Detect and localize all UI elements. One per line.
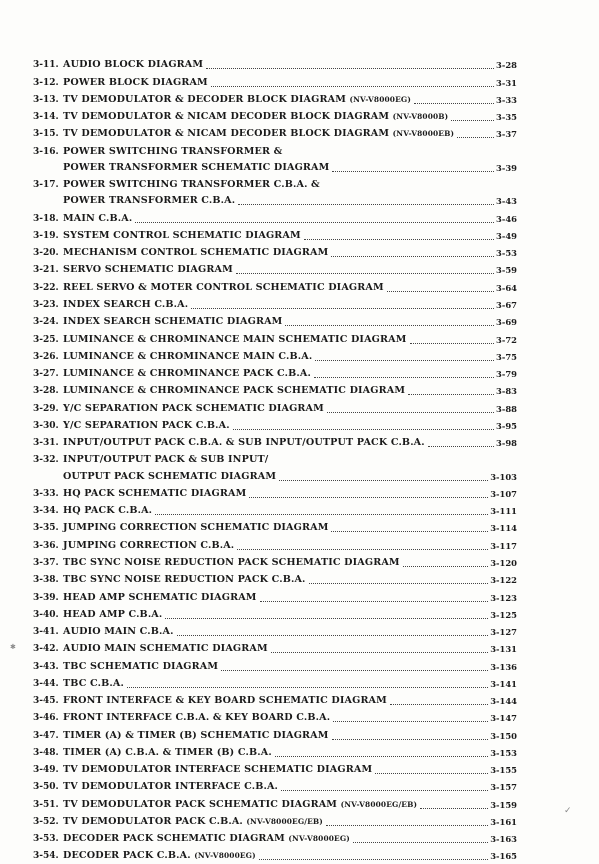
- entry-title: TV DEMODULATOR INTERFACE SCHEMATIC DIAGRAM: [63, 764, 373, 776]
- entry-title: Y/C SEPARATION PACK C.B.A.: [63, 419, 230, 431]
- dot-leader: [410, 343, 495, 344]
- toc-entry: [33, 382, 517, 399]
- dot-leader: [221, 670, 488, 671]
- page-number: 3-46: [496, 213, 517, 224]
- entry-number: 3-20.: [33, 248, 59, 259]
- page-number: 3-79: [496, 369, 517, 380]
- entry-number: 3-26.: [33, 351, 59, 362]
- entry-title: DECODER PACK C.B.A. (NV-V8000EG): [63, 850, 256, 862]
- toc-entry: [33, 536, 517, 553]
- dot-leader: [155, 514, 488, 515]
- page-number: 3-136: [490, 661, 517, 672]
- toc-entry: [33, 588, 517, 605]
- entry-number: 3-12.: [33, 77, 59, 88]
- dot-leader: [390, 704, 488, 705]
- entry-title: POWER TRANSFORMER C.B.A.: [63, 195, 236, 207]
- toc-entry: [33, 399, 517, 416]
- dot-leader: [260, 601, 489, 602]
- entry-number: 3-11.: [33, 60, 59, 71]
- page-number: 3-153: [490, 747, 517, 758]
- entry-number: 3-50.: [33, 782, 59, 793]
- dot-leader: [387, 291, 494, 292]
- dot-leader: [271, 652, 488, 653]
- toc-entry: [33, 778, 517, 795]
- dot-leader: [127, 687, 488, 688]
- entry-number: 3-23.: [33, 299, 59, 310]
- dot-leader: [279, 480, 488, 481]
- entry-title: TV DEMODULATOR INTERFACE C.B.A.: [63, 781, 279, 793]
- entry-title: JUMPING CORRECTION SCHEMATIC DIAGRAM: [63, 522, 329, 534]
- entry-title: TV DEMODULATOR PACK C.B.A. (NV-V8000EG/EB): [63, 815, 323, 827]
- entry-title: AUDIO BLOCK DIAGRAM: [63, 59, 204, 71]
- dot-leader: [206, 68, 494, 69]
- toc-entry: [33, 502, 517, 519]
- toc-entry: [33, 330, 517, 347]
- entry-title: LUMINANCE & CHROMINANCE PACK C.B.A.: [63, 368, 311, 380]
- toc-entry: [33, 313, 517, 330]
- entry-number: 3-27.: [33, 369, 59, 380]
- toc-entry: [33, 261, 517, 278]
- dot-leader: [408, 394, 494, 395]
- page-number: 3-125: [490, 609, 517, 620]
- dot-leader: [236, 273, 494, 274]
- toc-entry: [33, 91, 517, 108]
- scan-mark: ✓: [564, 806, 572, 816]
- dot-leader: [420, 808, 488, 809]
- page-number: 3-75: [496, 351, 517, 362]
- page-number: 3-144: [490, 696, 517, 707]
- toc-entry: [33, 692, 517, 709]
- entry-number: 3-48.: [33, 747, 59, 758]
- entry-title: INDEX SEARCH SCHEMATIC DIAGRAM: [63, 316, 283, 328]
- toc-entry: [33, 606, 517, 623]
- entry-title: POWER SWITCHING TRANSFORMER C.B.A. &: [63, 179, 320, 191]
- dot-leader: [332, 739, 489, 740]
- entry-title: JUMPING CORRECTION C.B.A.: [63, 539, 235, 551]
- page-number: 3-64: [496, 282, 517, 293]
- dot-leader: [281, 790, 488, 791]
- entry-number: 3-13.: [33, 94, 59, 105]
- entry-title: MECHANISM CONTROL SCHEMATIC DIAGRAM: [63, 247, 329, 259]
- entry-number: 3-46.: [33, 713, 59, 724]
- dot-leader: [285, 325, 494, 326]
- entry-number: 3-40.: [33, 609, 59, 620]
- entry-number: 3-43.: [33, 661, 59, 672]
- page-number: 3-117: [490, 540, 517, 551]
- entry-title: TIMER (A) & TIMER (B) SCHEMATIC DIAGRAM: [63, 729, 329, 741]
- page-number: 3-35: [496, 112, 517, 123]
- entry-number: 3-38.: [33, 575, 59, 586]
- entry-title: INDEX SEARCH C.B.A.: [63, 298, 189, 310]
- dot-leader: [211, 86, 494, 87]
- entry-number: 3-30.: [33, 420, 59, 431]
- scan-mark: ✱: [10, 643, 16, 651]
- toc-entry: [33, 365, 517, 382]
- dot-leader: [233, 429, 494, 430]
- page-number: 3-123: [490, 592, 517, 603]
- entry-title: INPUT/OUTPUT PACK & SUB INPUT/: [63, 454, 269, 466]
- entry-title: TV DEMODULATOR & NICAM DECODER BLOCK DIAGRAM (NV-V8000B): [63, 111, 449, 123]
- entry-title: Y/C SEPARATION PACK SCHEMATIC DIAGRAM: [63, 402, 324, 414]
- toc-entry: [33, 278, 517, 295]
- entry-number: 3-21.: [33, 265, 59, 276]
- entry-number: 3-28.: [33, 386, 59, 397]
- page-number: 3-53: [496, 248, 517, 259]
- entry-number: 3-22.: [33, 282, 59, 293]
- page-number: 3-111: [490, 506, 517, 517]
- toc-entry-continuation: [33, 467, 517, 484]
- entry-title: AUDIO MAIN SCHEMATIC DIAGRAM: [63, 643, 268, 655]
- toc-entry: [33, 434, 517, 451]
- entry-number: 3-53.: [33, 834, 59, 845]
- dot-leader: [249, 497, 488, 498]
- dot-leader: [457, 137, 494, 138]
- toc-entry: [33, 813, 517, 830]
- page-number: 3-49: [496, 230, 517, 241]
- toc-entry: [33, 571, 517, 588]
- entry-title: LUMINANCE & CHROMINANCE MAIN C.B.A.: [63, 350, 313, 362]
- entry-number: 3-32.: [33, 455, 59, 466]
- dot-leader: [135, 222, 494, 223]
- entry-title: LUMINANCE & CHROMINANCE PACK SCHEMATIC DIAGRAM: [63, 385, 406, 397]
- entry-title: REEL SERVO & MOTER CONTROL SCHEMATIC DIAGRAM: [63, 281, 384, 293]
- dot-leader: [177, 635, 489, 636]
- toc-entry: [33, 244, 517, 261]
- entry-title: TBC SYNC NOISE REDUCTION PACK C.B.A.: [63, 574, 306, 586]
- toc-entry: [33, 657, 517, 674]
- page-number: 3-114: [490, 523, 517, 534]
- toc-entry-continuation: [33, 192, 517, 209]
- entry-number: 3-34.: [33, 506, 59, 517]
- dot-leader: [275, 756, 488, 757]
- entry-number: 3-29.: [33, 403, 59, 414]
- dot-leader: [309, 583, 489, 584]
- page-number: 3-120: [490, 557, 517, 568]
- toc-entry: [33, 73, 517, 90]
- entry-title: HQ PACK SCHEMATIC DIAGRAM: [63, 487, 247, 499]
- entry-number: 3-39.: [33, 592, 59, 603]
- entry-title: SYSTEM CONTROL SCHEMATIC DIAGRAM: [63, 229, 301, 241]
- dot-leader: [327, 412, 494, 413]
- page-number: 3-131: [490, 644, 517, 655]
- toc-entry: [33, 830, 517, 847]
- dot-leader: [375, 773, 488, 774]
- entry-title: TV DEMODULATOR & NICAM DECODER BLOCK DIAGRAM (NV-V8000EB): [63, 128, 455, 140]
- entry-title: OUTPUT PACK SCHEMATIC DIAGRAM: [63, 470, 277, 482]
- page-number: 3-163: [490, 834, 517, 845]
- entry-number: 3-24.: [33, 317, 59, 328]
- page-number: 3-159: [490, 799, 517, 810]
- toc-entry: [33, 519, 517, 536]
- entry-title: POWER TRANSFORMER SCHEMATIC DIAGRAM: [63, 161, 330, 173]
- dot-leader: [326, 825, 488, 826]
- dot-leader: [314, 377, 494, 378]
- toc-entry: [33, 176, 517, 193]
- dot-leader: [315, 360, 494, 361]
- entry-title: TBC SCHEMATIC DIAGRAM: [63, 660, 219, 672]
- entry-number: 3-41.: [33, 627, 59, 638]
- entry-title: POWER SWITCHING TRANSFORMER &: [63, 145, 283, 157]
- dot-leader: [238, 204, 494, 205]
- entry-title: LUMINANCE & CHROMINANCE MAIN SCHEMATIC DIAGRAM: [63, 333, 407, 345]
- page-number: 3-43: [496, 196, 517, 207]
- dot-leader: [403, 566, 489, 567]
- dot-leader: [333, 721, 488, 722]
- entry-number: 3-16.: [33, 146, 59, 157]
- entry-number: 3-47.: [33, 730, 59, 741]
- page-number: 3-67: [496, 299, 517, 310]
- toc-entry: [33, 56, 517, 73]
- entry-title: INPUT/OUTPUT PACK C.B.A. & SUB INPUT/OUTPUT PACK C.B.A.: [63, 437, 425, 449]
- toc-entry: [33, 623, 517, 640]
- page-number: 3-103: [490, 471, 517, 482]
- entry-number: 3-19.: [33, 230, 59, 241]
- entry-title: TV DEMODULATOR PACK SCHEMATIC DIAGRAM (NV-V8000EG/EB): [63, 798, 418, 810]
- entry-number: 3-51.: [33, 799, 59, 810]
- page-number: 3-31: [496, 77, 517, 88]
- entry-title: HEAD AMP C.B.A.: [63, 608, 163, 620]
- page-number: 3-161: [490, 816, 517, 827]
- page-number: 3-33: [496, 94, 517, 105]
- page-number: 3-72: [496, 334, 517, 345]
- entry-title: TBC SYNC NOISE REDUCTION PACK SCHEMATIC DIAGRAM: [63, 556, 400, 568]
- toc-entry: [33, 761, 517, 778]
- page-number: 3-95: [496, 420, 517, 431]
- dot-leader: [165, 618, 488, 619]
- page-number: 3-83: [496, 386, 517, 397]
- page-number: 3-69: [496, 317, 517, 328]
- dot-leader: [414, 103, 494, 104]
- entry-number: 3-17.: [33, 180, 59, 191]
- toc-entry: [33, 348, 517, 365]
- page-number: 3-37: [496, 129, 517, 140]
- entry-title: DECODER PACK SCHEMATIC DIAGRAM (NV-V8000EG): [63, 833, 350, 845]
- table-of-contents: [33, 56, 517, 864]
- toc-entry: [33, 675, 517, 692]
- entry-number: 3-44.: [33, 678, 59, 689]
- entry-number: 3-49.: [33, 765, 59, 776]
- entry-title: TV DEMODULATOR & DECODER BLOCK DIAGRAM (NV-V8000EG): [63, 93, 411, 105]
- toc-entry: [33, 554, 517, 571]
- entry-title: MAIN C.B.A.: [63, 212, 133, 224]
- dot-leader: [451, 120, 494, 121]
- entry-number: 3-37.: [33, 557, 59, 568]
- page-number: 3-165: [490, 851, 517, 862]
- entry-title: AUDIO MAIN C.B.A.: [63, 626, 174, 638]
- dot-leader: [304, 239, 494, 240]
- entry-number: 3-31.: [33, 438, 59, 449]
- page-number: 3-28: [496, 60, 517, 71]
- entry-title: TIMER (A) C.B.A. & TIMER (B) C.B.A.: [63, 746, 272, 758]
- toc-entry: [33, 125, 517, 142]
- entry-number: 3-52.: [33, 816, 59, 827]
- toc-entry: [33, 108, 517, 125]
- page-number: 3-39: [496, 162, 517, 173]
- dot-leader: [259, 859, 488, 860]
- toc-entry-continuation: [33, 159, 517, 176]
- entry-number: 3-54.: [33, 851, 59, 862]
- entry-title: POWER BLOCK DIAGRAM: [63, 76, 208, 88]
- toc-entry: [33, 227, 517, 244]
- entry-title: TBC C.B.A.: [63, 677, 124, 689]
- page-number: 3-141: [490, 678, 517, 689]
- entry-title: HQ PACK C.B.A.: [63, 505, 153, 517]
- dot-leader: [331, 256, 494, 257]
- toc-entry: [33, 142, 517, 159]
- entry-number: 3-36.: [33, 540, 59, 551]
- entry-number: 3-25.: [33, 334, 59, 345]
- toc-entry: [33, 795, 517, 812]
- page-number: 3-107: [490, 488, 517, 499]
- entry-title: SERVO SCHEMATIC DIAGRAM: [63, 264, 233, 276]
- dot-leader: [353, 842, 488, 843]
- entry-number: 3-45.: [33, 696, 59, 707]
- page-number: 3-122: [490, 575, 517, 586]
- toc-entry: [33, 417, 517, 434]
- page-number: 3-88: [496, 403, 517, 414]
- entry-number: 3-15.: [33, 129, 59, 140]
- page-number: 3-157: [490, 782, 517, 793]
- toc-entry: [33, 709, 517, 726]
- page-number: 3-127: [490, 627, 517, 638]
- page-number: 3-59: [496, 265, 517, 276]
- dot-leader: [331, 531, 488, 532]
- entry-number: 3-33.: [33, 488, 59, 499]
- toc-entry: [33, 485, 517, 502]
- toc-entry: [33, 744, 517, 761]
- page-number: 3-147: [490, 713, 517, 724]
- entry-number: 3-14.: [33, 112, 59, 123]
- entry-title: FRONT INTERFACE & KEY BOARD SCHEMATIC DIAGRAM: [63, 695, 387, 707]
- toc-entry: [33, 451, 517, 468]
- entry-title: HEAD AMP SCHEMATIC DIAGRAM: [63, 591, 257, 603]
- dot-leader: [191, 308, 494, 309]
- dot-leader: [428, 446, 494, 447]
- toc-entry: [33, 209, 517, 226]
- dot-leader: [332, 171, 494, 172]
- entry-number: 3-35.: [33, 523, 59, 534]
- page-number: 3-155: [490, 765, 517, 776]
- dot-leader: [237, 549, 488, 550]
- toc-entry: [33, 640, 517, 657]
- toc-entry: [33, 296, 517, 313]
- page-number: 3-98: [496, 438, 517, 449]
- entry-number: 3-18.: [33, 213, 59, 224]
- page-number: 3-150: [490, 730, 517, 741]
- toc-entry: [33, 726, 517, 743]
- toc-entry: [33, 847, 517, 864]
- entry-title: FRONT INTERFACE C.B.A. & KEY BOARD C.B.A.: [63, 712, 331, 724]
- entry-number: 3-42.: [33, 644, 59, 655]
